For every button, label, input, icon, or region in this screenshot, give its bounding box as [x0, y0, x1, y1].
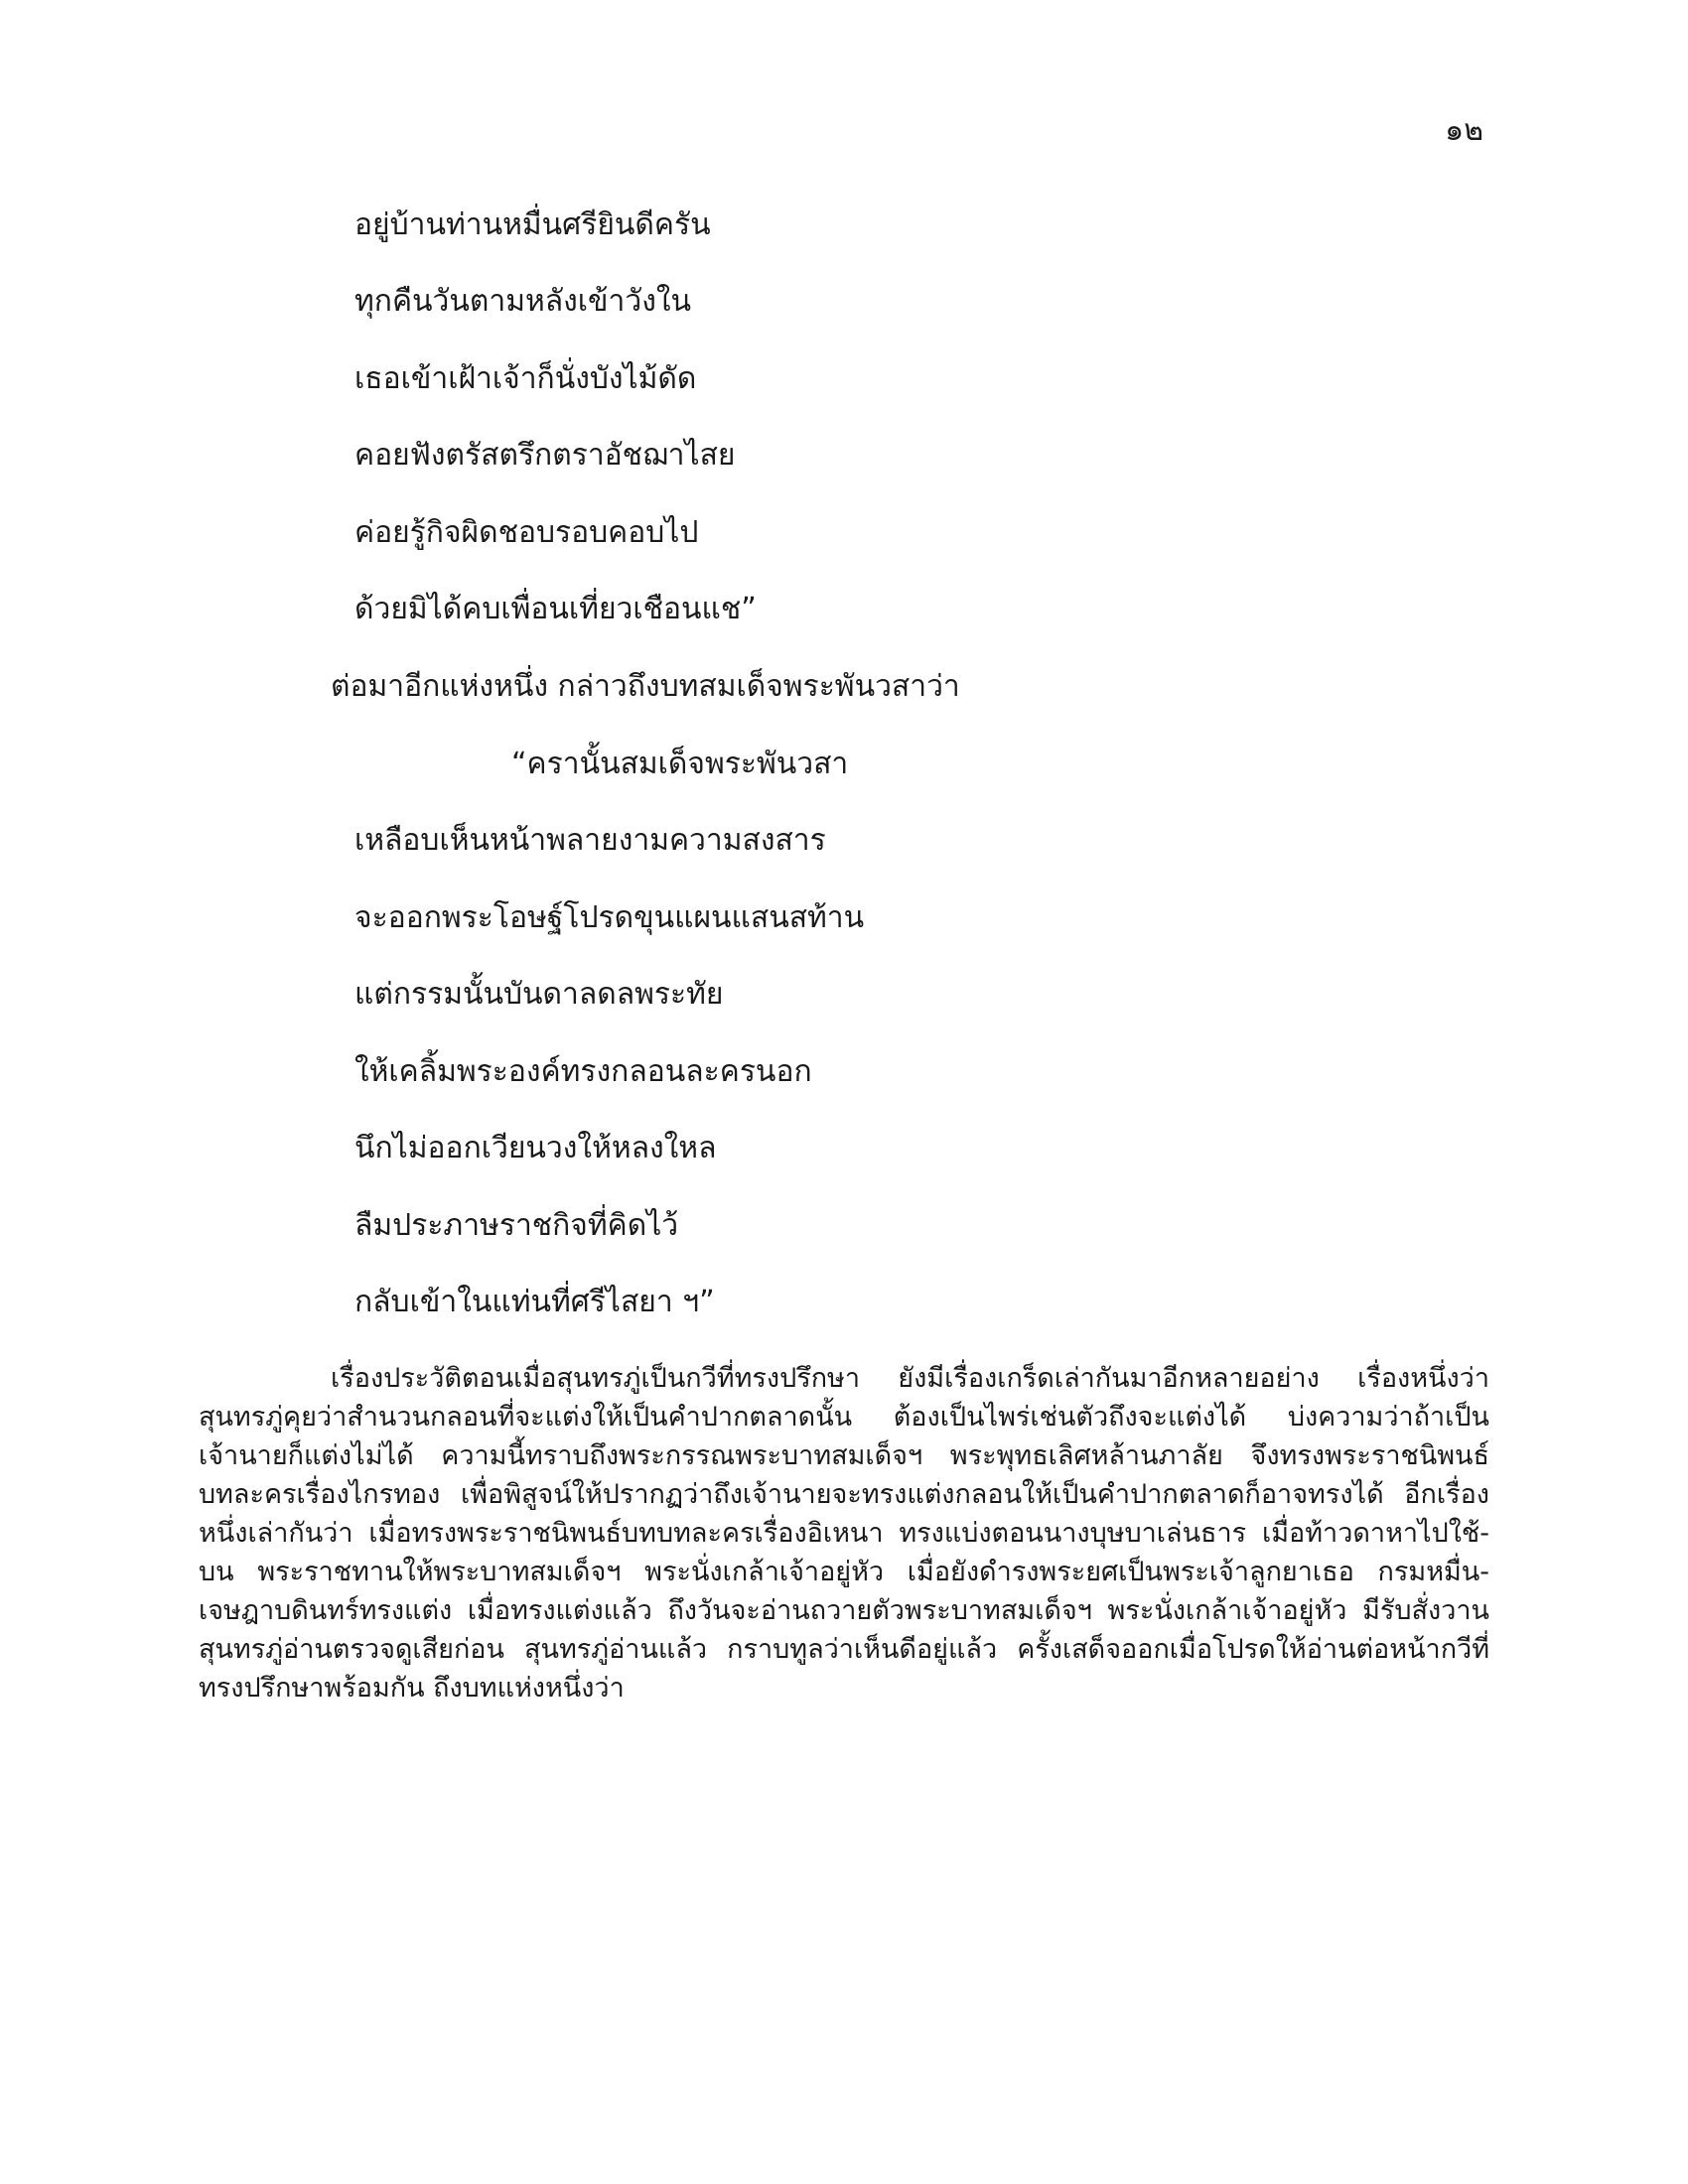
verse-line: แต่กรรมนั้นบันดาลดลพระทัย — [354, 977, 724, 1012]
prose-line: เจษฎาบดินทร์ทรงแต่ง เมื่อทรงแต่งแล้ว ถึงวันจะอ่านถวายตัวพระบาทสมเด็จฯ พระนั่งเกล้าเจ้าอยู่หัว มีรับสั่งวาน — [199, 1595, 1489, 1626]
verse-line: จะออกพระโอษฐ์โปรดขุนแผนแสนสท้าน — [354, 900, 865, 935]
verse-line: อยู่บ้านท่านหมื่นศรียินดีครัน — [354, 207, 711, 242]
prose-line: เจ้านายก็แต่งไม่ได้ ความนี้ทราบถึงพระกรรณพระบาทสมเด็จฯ พระพุทธเลิศหล้านภาลัย จึงทรงพระราชนิพนธ์ — [199, 1440, 1489, 1471]
prose-paragraph — [199, 1359, 1489, 1707]
prose-line: บน พระราชทานให้พระบาทสมเด็จฯ พระนั่งเกล้าเจ้าอยู่หัว เมื่อยังดำรงพระยศเป็นพระเจ้าลูกยาเธอ กรมหมื่น- — [199, 1557, 1489, 1587]
verse-line: ทุกคืนวันตามหลังเข้าวังใน — [354, 284, 692, 319]
verse-introduction: ต่อมาอีกแห่งหนึ่ง กล่าวถึงบทสมเด็จพระพันวสาว่า — [331, 669, 960, 704]
prose-line: บทละครเรื่องไกรทอง เพื่อพิสูจน์ให้ปรากฏว่าถึงเจ้านายจะทรงแต่งกลอนให้เป็นคำปากตลาดก็อาจทรงได้ อีกเรื่อง — [199, 1479, 1489, 1510]
verse-line: ลืมประภาษราชกิจที่คิดไว้ — [354, 1208, 679, 1243]
verse-line: เหลือบเห็นหน้าพลายงามความสงสาร — [354, 823, 826, 858]
verse-line: เธอเข้าเฝ้าเจ้าก็นั่งบังไม้ดัด — [354, 361, 697, 396]
verse-opening-line: “ครานั้นสมเด็จพระพันวสา — [511, 747, 849, 781]
prose-line: สุนทรภู่คุยว่าสำนวนกลอนที่จะแต่งให้เป็นคำปากตลาดนั้น ต้องเป็นไพร่เช่นตัวถึงจะแต่งได้ บ่งความว่าถ้าเป็น — [199, 1402, 1489, 1433]
prose-line: สุนทรภู่อ่านตรวจดูเสียก่อน สุนทรภู่อ่านแล้ว กราบทูลว่าเห็นดีอยู่แล้ว ครั้งเสด็จออกเมื่อโปรดให้อ่านต่อหน้ากวีที่ — [199, 1634, 1489, 1665]
page-number: ๑๒ — [1445, 113, 1483, 148]
verse-line: ให้เคลิ้มพระองค์ทรงกลอนละครนอก — [354, 1054, 812, 1089]
prose-line: ทรงปรึกษาพร้อมกัน ถึงบทแห่งหนึ่งว่า — [199, 1673, 625, 1704]
verse-line: ด้วยมิได้คบเพื่อนเที่ยวเชือนแช” — [354, 592, 757, 626]
verse-line: ค่อยรู้กิจผิดชอบรอบคอบไป — [354, 515, 699, 550]
verse-line: กลับเข้าในแท่นที่ศรีไสยา ฯ” — [354, 1285, 715, 1319]
prose-line: หนึ่งเล่ากันว่า เมื่อทรงพระราชนิพนธ์บทบทละครเรื่องอิเหนา ทรงแบ่งตอนนางบุษบาเล่นธาร เมื่อท้าวดาหาไปใช้- — [199, 1518, 1489, 1549]
verse-line: นึกไม่ออกเวียนวงให้หลงใหล — [354, 1131, 717, 1165]
prose-line: เรื่องประวัติตอนเมื่อสุนทรภู่เป็นกวีที่ทรงปรึกษา ยังมีเรื่องเกร็ดเล่ากันมาอีกหลายอย่าง เรื่องหนึ่งว่า — [331, 1363, 1489, 1394]
verse-line: คอยฟังตรัสตรึกตราอัชฌาไสย — [354, 438, 736, 473]
